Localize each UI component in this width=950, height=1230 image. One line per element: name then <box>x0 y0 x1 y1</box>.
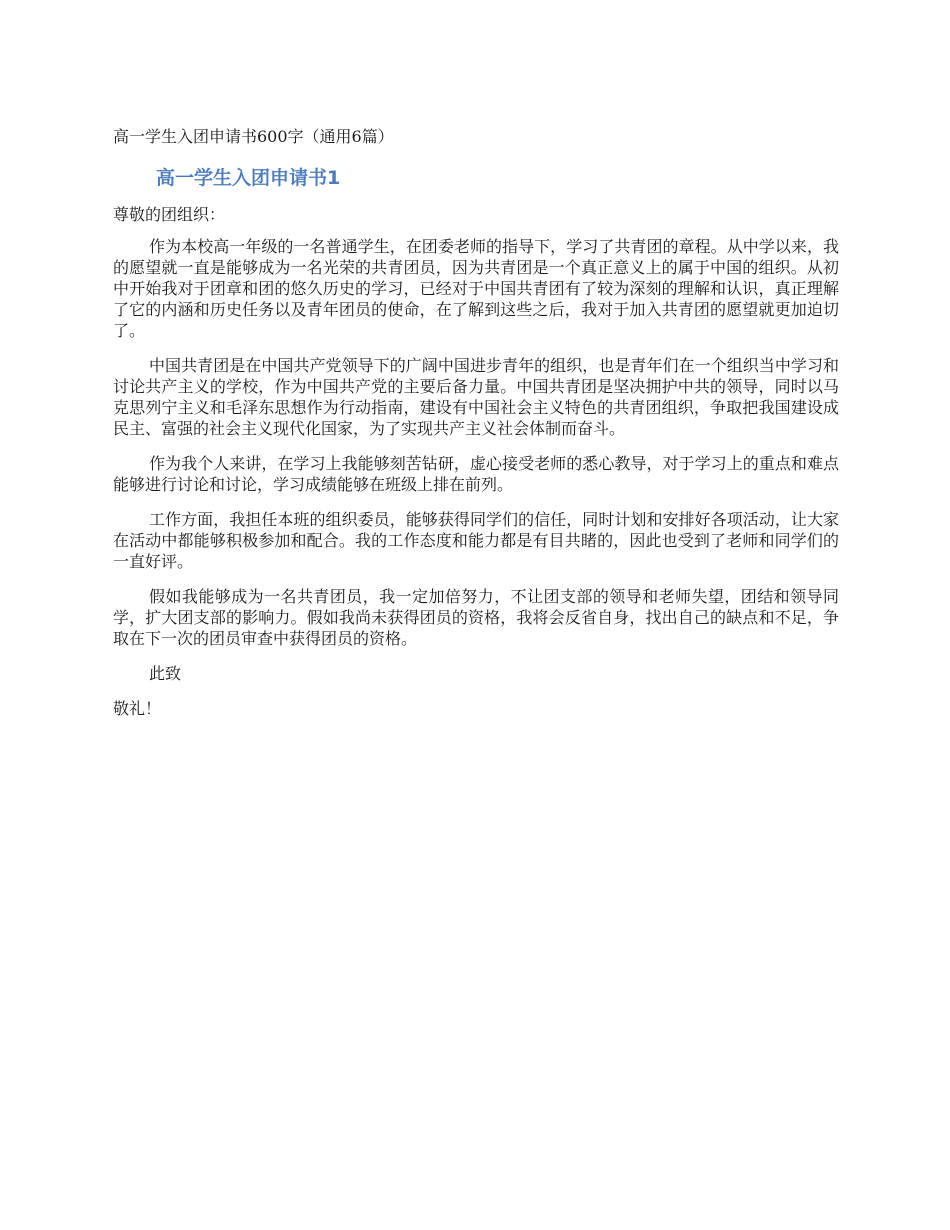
paragraph: 作为我个人来讲，在学习上我能够刻苦钻研，虚心接受老师的悉心教导，对于学习上的重点和难点能够进行讨论和讨论，学习成绩能够在班级上排在前列。 <box>113 454 839 494</box>
paragraph: 中国共青团是在中国共产党领导下的广阔中国进步青年的组织，也是青年们在一个组织当中学习和讨论共产主义的学校，作为中国共产党的主要后备力量。中国共青团是坚决拥护中共的领导，同时以马克思列宁主义和毛泽东思想作为行动指南，建设有中国社会主义特色的共青团组织，争取把我国建设成民主、富强的社会主义现代化国家，为了实现共产主义社会体制而奋斗。 <box>113 356 839 438</box>
paragraph: 作为本校高一年级的一名普通学生，在团委老师的指导下，学习了共青团的章程。从中学以来，我的愿望就一直是能够成为一名光荣的共青团员，因为共青团是一个真正意义上的属于中国的组织。从初中开始我对于团章和团的悠久历史的学习，已经对于中国共青团有了较为深刻的理解和认识，真正理解了它的内涵和历史任务以及青年团员的使命，在了解到这些之后，我对于加入共青团的愿望就更加迫切了。 <box>113 237 839 340</box>
salutation: 尊敬的团组织： <box>113 205 226 224</box>
paragraph: 假如我能够成为一名共青团员，我一定加倍努力，不让团支部的领导和老师失望，团结和领导同学，扩大团支部的影响力。假如我尚未获得团员的资格，我将会反省自身，找出自己的缺点和不足，争取在下一次的团员审查中获得团员的资格。 <box>113 587 839 648</box>
regards: 敬礼！ <box>113 699 162 718</box>
closing: 此致 <box>149 664 182 683</box>
letter-body <box>113 204 839 719</box>
paragraph: 工作方面，我担任本班的组织委员，能够获得同学们的信任，同时计划和安排好各项活动，让大家在活动中都能够积极参加和配合。我的工作态度和能力都是有目共睹的，因此也受到了老师和同学们的一直好评。 <box>113 510 839 571</box>
document-title: 高一学生入团申请书600字（通用6篇） <box>113 127 394 146</box>
section-heading: 高一学生入团申请书1 <box>156 167 341 189</box>
